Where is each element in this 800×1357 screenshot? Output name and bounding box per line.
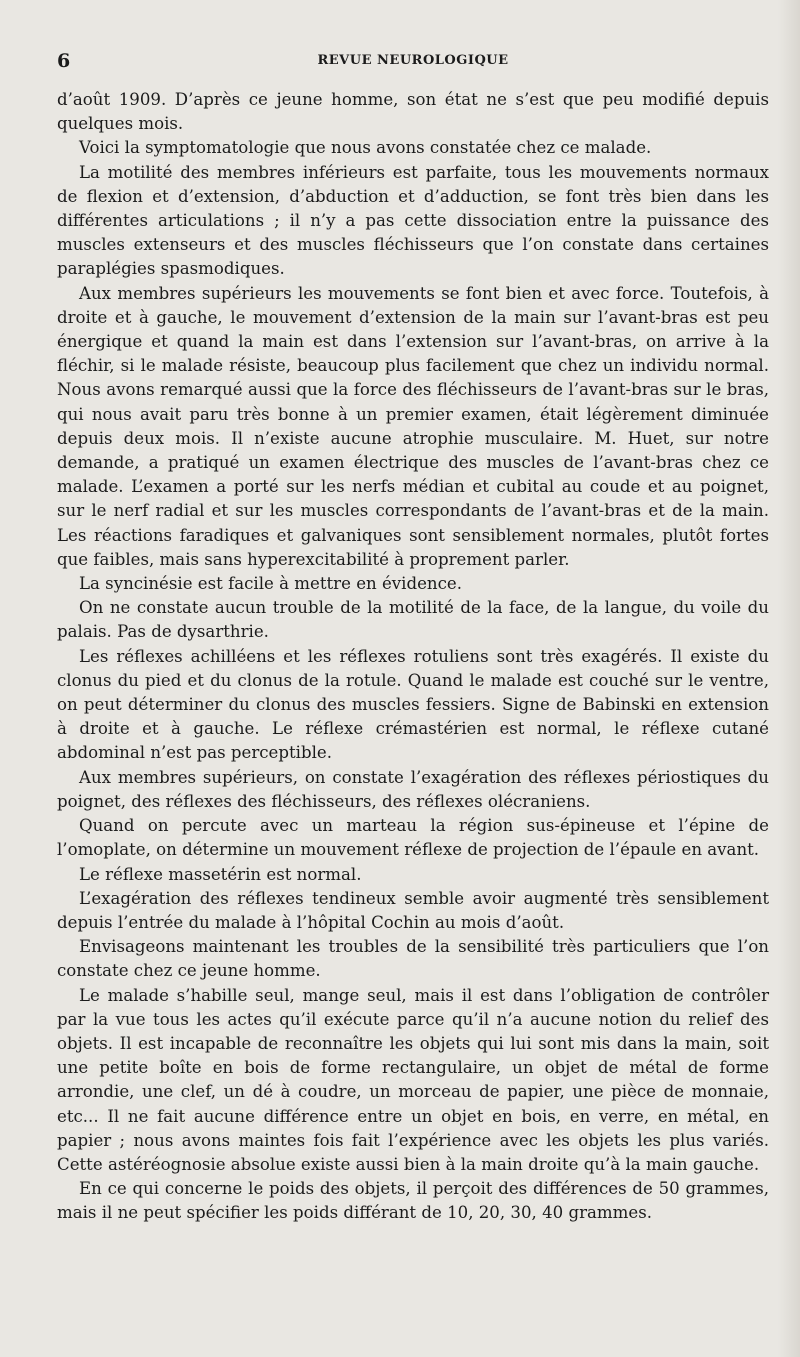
- paragraph: Envisageons maintenant les troubles de la sensibilité très particuliers que l’on constate chez ce jeune homme.: [57, 937, 769, 981]
- paragraph: Voici la symptomatologie que nous avons constatée chez ce malade.: [79, 138, 652, 158]
- paragraph: On ne constate aucun trouble de la motilité de la face, de la langue, du voile du palais. Pas de dysarthrie.: [57, 598, 769, 642]
- page-number: 6: [57, 50, 71, 72]
- paragraph: L’exagération des réflexes tendineux semble avoir augmenté très sensiblement depuis l’entrée du malade à l’hôpital Cochin au mois d’août.: [57, 888, 769, 932]
- page-edge: [778, 0, 800, 1357]
- paragraph: En ce qui concerne le poids des objets, il perçoit des différences de 50 grammes, mais il ne peut spécifier les poids différant de 10, 20, 30, 40 grammes.: [57, 1179, 769, 1223]
- paragraph: Aux membres supérieurs les mouvements se font bien et avec force. Toutefois, à droite et à gauche, le mouvement d’extension de la main sur l’avant-bras est peu énergique et quand la main est dans l’extension sur l’avant-bras, on arrive à la fléchir, si le malade résiste, beaucoup plus facilement que chez un individu normal. Nous avons remarqué aussi que la force des fléchisseurs de l’avant-bras sur le bras, qui nous avait paru très bonne à un premier examen, était légèrement diminuée depuis deux mois. Il n’existe aucune atrophie musculaire. M. Huet, sur notre demande, a pratiqué un examen électrique des muscles de l’avant-bras chez ce malade. L’examen a porté sur les nerfs médian et cubital au coude et au poignet, sur le nerf radial et sur les muscles correspondants de l’avant-bras et de la main. Les réactions faradiques et galvaniques sont sensiblement normales, plutôt fortes que faibles, mais sans hyperexcitabilité à proprement parler.: [57, 283, 769, 569]
- page-header: [57, 50, 769, 74]
- paragraph: Quand on percute avec un marteau la région sus-épineuse et l’épine de l’omoplate, on détermine un mouvement réflexe de projection de l’épaule en avant.: [57, 816, 769, 860]
- article-body: [57, 88, 769, 1226]
- paragraph: La syncinésie est facile à mettre en évidence.: [79, 574, 462, 594]
- paragraph: La motilité des membres inférieurs est parfaite, tous les mouvements normaux de flexion et d’extension, d’abduction et d’adduction, se font très bien dans les différentes articulations ; il n’y a pas cette dissociation entre la puissance des muscles extenseurs et des muscles fléchisseurs que l’on constate dans certaines paraplégies spasmodiques.: [57, 162, 769, 279]
- paragraph: Aux membres supérieurs, on constate l’exagération des réflexes périostiques du poignet, des réflexes des fléchisseurs, des réflexes olécraniens.: [57, 767, 769, 811]
- paragraph: d’août 1909. D’après ce jeune homme, son état ne s’est que peu modifié depuis quelques mois.: [57, 90, 769, 134]
- paragraph: Le réflexe massetérin est normal.: [79, 864, 362, 884]
- running-title: REVUE NEUROLOGIQUE: [317, 53, 509, 68]
- paragraph: Les réflexes achilléens et les réflexes rotuliens sont très exagérés. Il existe du clonus du pied et du clonus de la rotule. Quand le malade est couché sur le ventre, on peut déterminer du clonus des muscles fessiers. Signe de Babinski en extension à droite et à gauche. Le réflexe crémastérien est normal, le réflexe cutané abdominal n’est pas perceptible.: [57, 646, 769, 763]
- paragraph: Le malade s’habille seul, mange seul, mais il est dans l’obligation de contrôler par la vue tous les actes qu’il exécute parce qu’il n’a aucune notion du relief des objets. Il est incapable de reconnaître les objets qui lui sont mis dans la main, soit une petite boîte en bois de forme rectangulaire, un objet de métal de forme arrondie, une clef, un dé à coudre, un morceau de papier, une pièce de monnaie, etc... Il ne fait aucune différence entre un objet en bois, en verre, en métal, en papier ; nous avons maintes fois fait l’expérience avec les objets les plus variés. Cette astéréognosie absolue existe aussi bien à la main droite qu’à la main gauche.: [57, 985, 769, 1174]
